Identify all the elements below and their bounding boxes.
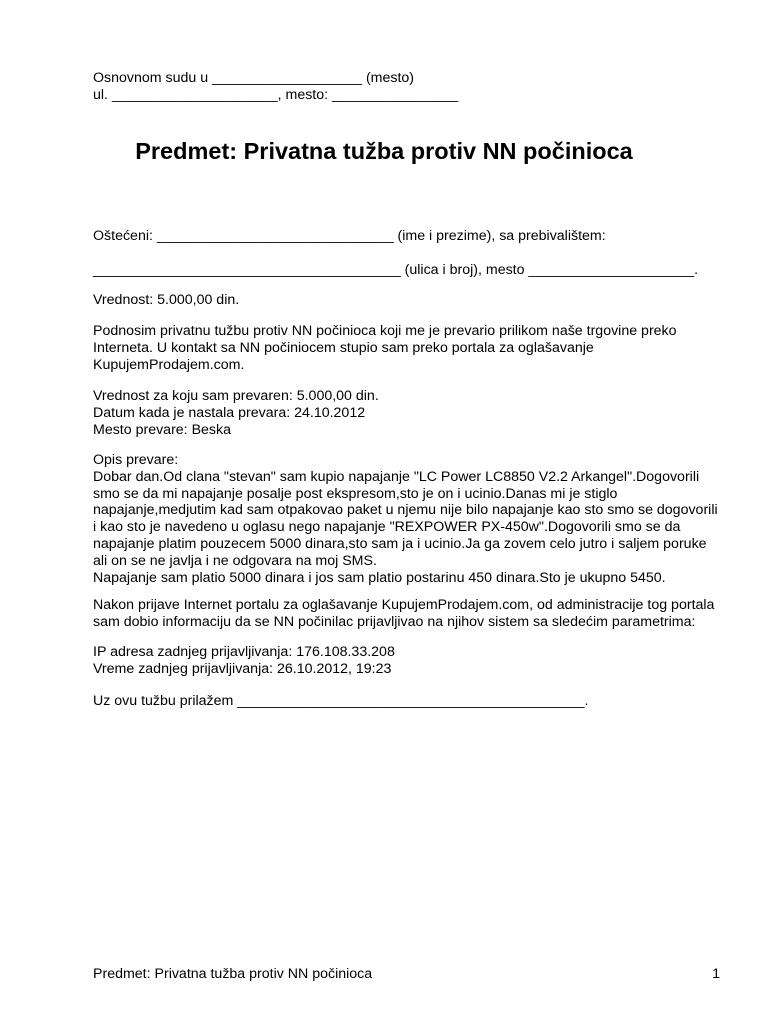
fact-line: Vrednost za koju sam prevaren: 5.000,00 din.	[93, 388, 379, 404]
description-line: smo se da mi napajanje posalje post ekspresom,sto je on i ucinio.Danas mi je stiglo	[93, 485, 618, 502]
description-line: napajanje,medjutim kad sam otpakovao paket u njemu nije bilo napajanje kao sto smo se dogovorili	[93, 502, 718, 519]
login-info-block	[93, 644, 733, 678]
court-line: Osnovnom sudu u ___________________ (mesto)	[93, 70, 415, 86]
description-line: Dobar dan.Od clana "stevan" sam kupio napajanje "LC Power LC8850 V2.2 Arkangel".Dogovorili	[93, 468, 700, 485]
description-line: napajanje platim pouzecem 5000 dinara,sto sam ja i ucinio.Ja ga zovem celo jutro i saljem poruke	[93, 535, 707, 552]
intro-line: Podnosim privatnu tužbu protiv NN počinioca koji me je prevario prilikom naše trgovine preko	[93, 323, 677, 339]
header-block	[93, 70, 733, 104]
fact-line: Mesto prevare: Beska	[93, 421, 231, 438]
attachment-line: Uz ovu tužbu prilažem ____________________________________________.	[93, 693, 589, 709]
address-line: ul. _____________________, mesto: ________________	[93, 86, 459, 103]
ip-address-line: IP adresa zadnjeg prijavljivanja: 176.108.33.208	[93, 644, 395, 660]
description-line: ali on se ne javlja i ne odgovara na moj SMS.	[93, 552, 377, 569]
value-line: Vrednost: 5.000,00 din.	[93, 292, 240, 308]
login-time-line: Vreme zadnjeg prijavljivanja: 26.10.2012, 19:23	[93, 660, 392, 677]
injured-party-block	[93, 228, 733, 245]
injured-party-line-2: _______________________________________ (ulica i broj), mesto _____________________.	[93, 262, 699, 278]
document-title: Predmet: Privatna tužba protiv NN počinioca	[135, 138, 633, 164]
injured-party-block-2	[93, 262, 733, 279]
report-paragraph	[93, 597, 733, 631]
footer-title: Predmet: Privatna tužba protiv NN počinioca	[93, 966, 373, 982]
intro-line: KupujemProdajem.com.	[93, 356, 245, 373]
description-heading: Opis prevare:	[93, 452, 179, 468]
intro-paragraph	[93, 323, 733, 373]
description-line: Napajanje sam platio 5000 dinara i jos sam platio postarinu 450 dinara.Sto je ukupno 5450.	[93, 569, 666, 586]
facts-block	[93, 388, 733, 438]
page-number: 1	[712, 966, 720, 982]
report-line: sam dobio informaciju da se NN počinilac prijavljivao na njihov sistem sa sledećim parametrima:	[93, 613, 696, 630]
value-block	[93, 292, 733, 309]
intro-line: Interneta. U kontakt sa NN počiniocem stupio sam preko portala za oglašavanje	[93, 339, 594, 356]
report-line: Nakon prijave Internet portalu za oglašavanje KupujemProdajem.com, od administracije tog portala	[93, 597, 715, 613]
injured-party-line-1: Oštećeni: ______________________________ (ime i prezime), sa prebivalištem:	[93, 228, 606, 244]
attachment-block	[93, 693, 733, 710]
fact-line: Datum kada je nastala prevara: 24.10.2012	[93, 404, 366, 421]
description-line: i kao sto je navedeno u oglasu nego napajanje "REXPOWER PX-450w".Dogovorili smo se da	[93, 519, 681, 536]
description-block	[93, 452, 733, 586]
